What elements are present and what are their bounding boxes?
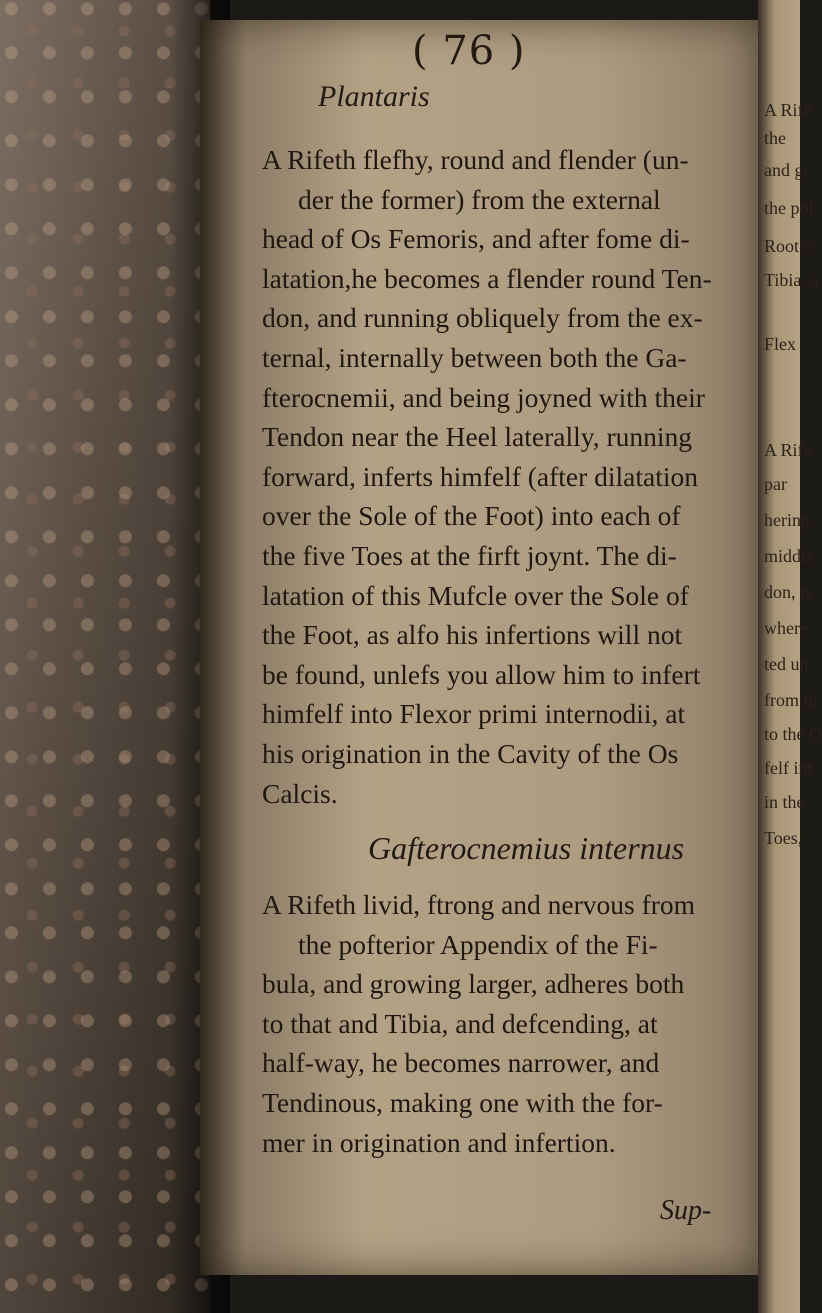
text-line: Tendinous, making one with the for-: [262, 1086, 663, 1118]
text-line: ternal, internally between both the Ga-: [262, 341, 687, 373]
section-title-gasterocnemius: Gafterocnemius internus: [368, 830, 685, 866]
text-line: A Rifeth livid, ftrong and nervous from: [262, 889, 696, 920]
text-line: head of Os Femoris, and after fome di-: [262, 223, 690, 255]
facing-page-fragment: don, is: [764, 582, 813, 602]
text-line: to that and Tibia, and defcending, at: [262, 1007, 658, 1039]
running-head: Plantaris: [318, 80, 430, 113]
text-line: forward, inferts himfelf (after dilatation: [262, 460, 698, 492]
facing-page-fragment: where: [764, 618, 808, 638]
facing-page-fragment: middle: [764, 546, 814, 566]
text-line: half-way, he becomes narrower, and: [262, 1047, 660, 1079]
facing-page-fragment: the: [764, 128, 786, 148]
catchword: Sup-: [660, 1195, 712, 1226]
text-line: the Foot, as alfo his infertions will not: [262, 619, 683, 651]
paragraph-plantaris: [262, 140, 757, 813]
facing-page-fragment: Tibia, a: [764, 270, 819, 290]
text-line: don, and running obliquely from the ex-: [262, 302, 703, 334]
text-line: himfelf into Flexor primi internodii, at: [262, 698, 686, 730]
facing-page-fragment: Flex: [764, 334, 797, 354]
text-line: fterocnemii, and being joyned with their: [262, 381, 705, 413]
text-line: mer in origination and infertion.: [262, 1126, 616, 1158]
page-number: ( 76 ): [412, 28, 526, 74]
facing-page-fragment: in the: [764, 792, 805, 812]
text-line: his origination in the Cavity of the Os: [262, 737, 679, 769]
facing-page-fragment: from th: [764, 690, 818, 710]
text-line: the five Toes at the firft joynt. The di-: [262, 539, 677, 571]
facing-page-fragment: ted un: [764, 654, 809, 674]
text-line: latation,he becomes a flender round Ten-: [262, 262, 712, 294]
text-line: bula, and growing larger, adheres both: [262, 968, 685, 1000]
facing-page-fragment: the pol: [764, 198, 814, 218]
text-line: der the former) from the external: [298, 183, 661, 215]
facing-page-edge: [758, 0, 822, 1313]
facing-page-fragment: par: [764, 474, 787, 494]
text-line: over the Sole of the Foot) into each of: [262, 500, 681, 532]
paragraph-gasterocnemius: [262, 885, 757, 1162]
facing-page-fragment: Root o: [764, 236, 813, 256]
facing-page-fragment: Toes,: [764, 828, 803, 848]
facing-page-fragment: to the O: [764, 724, 822, 744]
text-line: Calcis.: [262, 777, 338, 809]
facing-page-fragment: A Rife: [764, 440, 812, 460]
text-line: latation of this Mufcle over the Sole of: [262, 579, 689, 611]
facing-page-fragment: and gr: [764, 160, 810, 180]
text-line: Tendon near the Heel laterally, running: [262, 421, 693, 453]
text-line: the pofterior Appendix of the Fi-: [298, 928, 658, 960]
text-line: A Rifeth flefhy, round and flender (un-: [262, 144, 689, 175]
text-line: be found, unlefs you allow him to infert: [262, 658, 701, 690]
facing-page-fragment: hering: [764, 510, 810, 530]
facing-page-fragment: A Rife: [764, 100, 812, 120]
facing-page-fragment: felf int: [764, 758, 813, 778]
